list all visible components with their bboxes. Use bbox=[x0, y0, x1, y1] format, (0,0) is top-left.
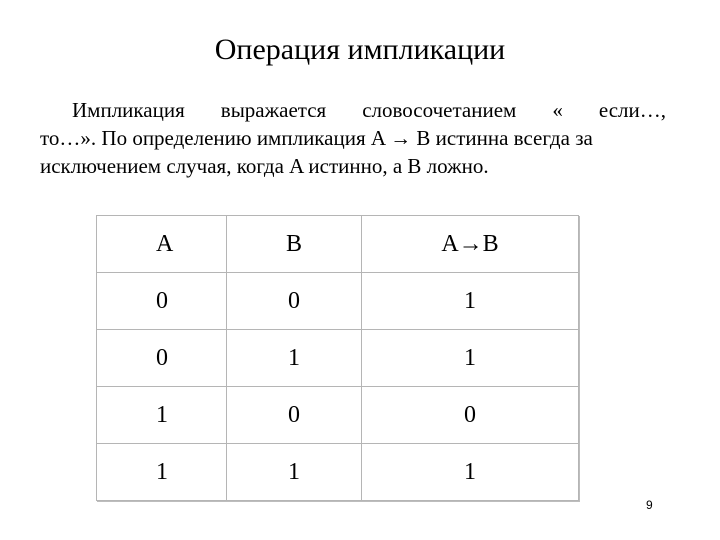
table-row bbox=[97, 273, 579, 330]
cell-b: 0 bbox=[227, 387, 362, 444]
cell-implication: 1 bbox=[362, 273, 579, 330]
cell-a: 1 bbox=[97, 444, 227, 501]
cell-implication: 0 bbox=[362, 387, 579, 444]
cell-a: 1 bbox=[97, 387, 227, 444]
cell-a: 0 bbox=[97, 273, 227, 330]
header-a: A bbox=[97, 216, 227, 273]
paragraph-line-3: исключением случая, когда A истинно, а B ложно. bbox=[40, 154, 489, 178]
cell-b: 0 bbox=[227, 273, 362, 330]
cell-b: 1 bbox=[227, 330, 362, 387]
definition-paragraph bbox=[40, 96, 666, 180]
slide-title: Операция импликации bbox=[214, 33, 506, 66]
header-implication: A→B bbox=[362, 216, 579, 273]
page-number: 9 bbox=[646, 498, 653, 512]
paragraph-line-1: Импликация выражается словосочетанием « если…, bbox=[72, 98, 666, 122]
cell-implication: 1 bbox=[362, 444, 579, 501]
table-row bbox=[97, 330, 579, 387]
header-b: B bbox=[227, 216, 362, 273]
table-body bbox=[97, 273, 579, 501]
table-row bbox=[97, 387, 579, 444]
table-row bbox=[97, 444, 579, 501]
cell-a: 0 bbox=[97, 330, 227, 387]
paragraph-line-2: то…». По определению импликация A → B истинна всегда за bbox=[40, 126, 593, 150]
cell-b: 1 bbox=[227, 444, 362, 501]
cell-implication: 1 bbox=[362, 330, 579, 387]
implication-truth-table bbox=[96, 215, 579, 501]
table-header bbox=[97, 216, 579, 273]
table-header-row bbox=[97, 216, 579, 273]
